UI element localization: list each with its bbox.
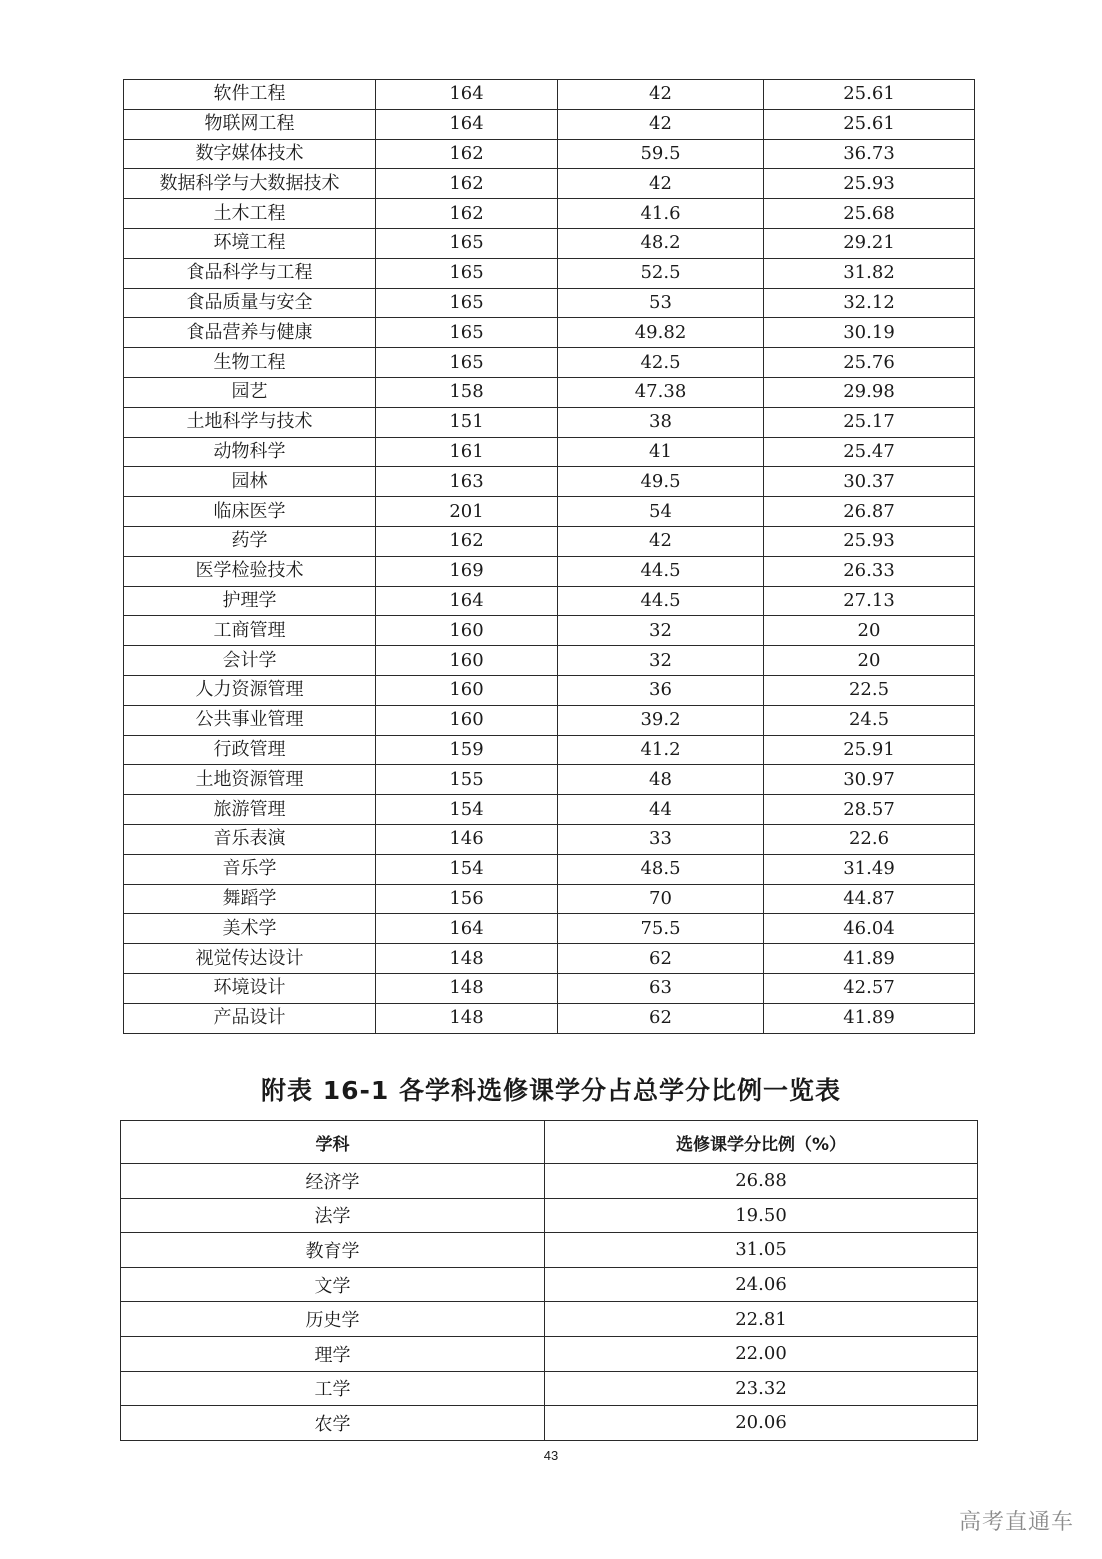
discipline-elective-ratio-table-body [121, 1164, 978, 1441]
table-cell: 162 [376, 139, 558, 169]
table-cell: 数字媒体技术 [124, 139, 376, 169]
table-cell: 法学 [121, 1198, 545, 1233]
table-cell: 48.2 [558, 228, 764, 258]
table-cell: 经济学 [121, 1164, 545, 1199]
table-cell: 155 [376, 765, 558, 795]
table-cell: 30.37 [764, 467, 975, 497]
table-cell: 19.50 [545, 1198, 978, 1233]
table-cell: 26.87 [764, 497, 975, 527]
table-cell: 156 [376, 884, 558, 914]
table-cell: 44.87 [764, 884, 975, 914]
table-cell: 151 [376, 407, 558, 437]
table-cell: 33 [558, 824, 764, 854]
table-row [124, 109, 975, 139]
table-cell: 文学 [121, 1267, 545, 1302]
table-row [124, 675, 975, 705]
table-cell: 教育学 [121, 1233, 545, 1268]
table-cell: 148 [376, 1003, 558, 1033]
table-cell: 土地科学与技术 [124, 407, 376, 437]
table-cell: 工学 [121, 1371, 545, 1406]
table-cell: 土木工程 [124, 199, 376, 229]
table-cell: 25.91 [764, 735, 975, 765]
table-cell: 44 [558, 795, 764, 825]
table-cell: 临床医学 [124, 497, 376, 527]
table-cell: 20 [764, 616, 975, 646]
table-cell: 162 [376, 199, 558, 229]
table-cell: 158 [376, 377, 558, 407]
table-cell: 54 [558, 497, 764, 527]
table-row [124, 526, 975, 556]
table-row [124, 765, 975, 795]
table-cell: 63 [558, 973, 764, 1003]
table-row [124, 1003, 975, 1033]
table-cell: 产品设计 [124, 1003, 376, 1033]
table-cell: 42.57 [764, 973, 975, 1003]
table-cell: 36 [558, 675, 764, 705]
table-cell: 29.98 [764, 377, 975, 407]
table-cell: 39.2 [558, 705, 764, 735]
table-cell: 20.06 [545, 1406, 978, 1441]
table-cell: 48.5 [558, 854, 764, 884]
page-number: 43 [543, 1448, 559, 1463]
table-cell: 164 [376, 586, 558, 616]
table-row [124, 973, 975, 1003]
table-row [124, 556, 975, 586]
table-cell: 22.81 [545, 1302, 978, 1337]
table-row [124, 288, 975, 318]
table-cell: 22.6 [764, 824, 975, 854]
table-cell: 医学检验技术 [124, 556, 376, 586]
table-row [124, 586, 975, 616]
table-cell: 36.73 [764, 139, 975, 169]
table-row [121, 1164, 978, 1199]
table-cell: 159 [376, 735, 558, 765]
table-cell: 32 [558, 616, 764, 646]
table-cell: 59.5 [558, 139, 764, 169]
table-cell: 音乐表演 [124, 824, 376, 854]
discipline-elective-ratio-table [120, 1120, 978, 1441]
table-row [124, 437, 975, 467]
table-cell: 20 [764, 646, 975, 676]
table-row [124, 199, 975, 229]
table-cell: 164 [376, 109, 558, 139]
table-cell: 30.19 [764, 318, 975, 348]
table-cell: 47.38 [558, 377, 764, 407]
table-row [124, 258, 975, 288]
table-cell: 162 [376, 526, 558, 556]
table-row [121, 1336, 978, 1371]
table-cell: 163 [376, 467, 558, 497]
watermark-text: 高考直通车 [958, 1510, 1074, 1535]
table-row [124, 318, 975, 348]
table-cell: 食品科学与工程 [124, 258, 376, 288]
table-cell: 42 [558, 169, 764, 199]
table-cell: 人力资源管理 [124, 675, 376, 705]
table-cell: 148 [376, 944, 558, 974]
table-cell: 理学 [121, 1336, 545, 1371]
table-cell: 22.00 [545, 1336, 978, 1371]
table-row [124, 616, 975, 646]
table-cell: 154 [376, 854, 558, 884]
table-cell: 药学 [124, 526, 376, 556]
table-cell: 31.82 [764, 258, 975, 288]
table-cell: 49.82 [558, 318, 764, 348]
table-row [124, 169, 975, 199]
table-cell: 44.5 [558, 556, 764, 586]
column-header-elective-ratio: 选修课学分比例（%） [545, 1121, 978, 1164]
table-cell: 165 [376, 288, 558, 318]
table-row [124, 228, 975, 258]
table-cell: 30.97 [764, 765, 975, 795]
table-cell: 会计学 [124, 646, 376, 676]
table-header-row [121, 1121, 978, 1164]
table-cell: 49.5 [558, 467, 764, 497]
table-row [121, 1406, 978, 1441]
section-title: 附表 16-1 各学科选修课学分占总学分比例一览表 [261, 1076, 841, 1105]
table-cell: 41 [558, 437, 764, 467]
table-row [124, 944, 975, 974]
table-cell: 146 [376, 824, 558, 854]
table-row [124, 467, 975, 497]
table-cell: 工商管理 [124, 616, 376, 646]
table-cell: 42 [558, 80, 764, 110]
table-cell: 音乐学 [124, 854, 376, 884]
table-cell: 165 [376, 258, 558, 288]
table-cell: 25.61 [764, 80, 975, 110]
table-row [124, 705, 975, 735]
table-cell: 旅游管理 [124, 795, 376, 825]
table-cell: 数据科学与大数据技术 [124, 169, 376, 199]
major-credits-table [123, 79, 975, 1034]
major-credits-table-body [124, 80, 975, 1034]
table-row [124, 735, 975, 765]
table-cell: 环境设计 [124, 973, 376, 1003]
table-cell: 42.5 [558, 348, 764, 378]
table-row [124, 407, 975, 437]
table-cell: 31.05 [545, 1233, 978, 1268]
table-cell: 148 [376, 973, 558, 1003]
table-cell: 视觉传达设计 [124, 944, 376, 974]
table-cell: 38 [558, 407, 764, 437]
table-cell: 46.04 [764, 914, 975, 944]
table-cell: 154 [376, 795, 558, 825]
table-row [124, 139, 975, 169]
table-cell: 164 [376, 80, 558, 110]
table-row [124, 497, 975, 527]
table-row [121, 1302, 978, 1337]
table-cell: 26.88 [545, 1164, 978, 1199]
table-cell: 23.32 [545, 1371, 978, 1406]
table-cell: 动物科学 [124, 437, 376, 467]
table-cell: 公共事业管理 [124, 705, 376, 735]
table-cell: 164 [376, 914, 558, 944]
table-row [121, 1371, 978, 1406]
table-cell: 25.93 [764, 169, 975, 199]
table-row [121, 1267, 978, 1302]
table-cell: 31.49 [764, 854, 975, 884]
table-cell: 160 [376, 675, 558, 705]
table-cell: 护理学 [124, 586, 376, 616]
table-cell: 历史学 [121, 1302, 545, 1337]
table-cell: 25.17 [764, 407, 975, 437]
table-cell: 41.2 [558, 735, 764, 765]
table-cell: 食品质量与安全 [124, 288, 376, 318]
table-cell: 42 [558, 526, 764, 556]
table-cell: 160 [376, 646, 558, 676]
table-cell: 62 [558, 1003, 764, 1033]
table-cell: 25.76 [764, 348, 975, 378]
table-cell: 25.93 [764, 526, 975, 556]
table-cell: 32.12 [764, 288, 975, 318]
table-cell: 53 [558, 288, 764, 318]
table-cell: 41.6 [558, 199, 764, 229]
table-cell: 165 [376, 318, 558, 348]
table-cell: 48 [558, 765, 764, 795]
table-row [124, 795, 975, 825]
table-cell: 160 [376, 616, 558, 646]
table-cell: 28.57 [764, 795, 975, 825]
table-cell: 27.13 [764, 586, 975, 616]
table-cell: 201 [376, 497, 558, 527]
table-cell: 土地资源管理 [124, 765, 376, 795]
table-cell: 25.68 [764, 199, 975, 229]
table-cell: 26.33 [764, 556, 975, 586]
table-row [124, 646, 975, 676]
table-cell: 42 [558, 109, 764, 139]
table-cell: 62 [558, 944, 764, 974]
table-cell: 行政管理 [124, 735, 376, 765]
table-cell: 食品营养与健康 [124, 318, 376, 348]
table-row [124, 824, 975, 854]
table-cell: 24.06 [545, 1267, 978, 1302]
table-cell: 园林 [124, 467, 376, 497]
table-cell: 41.89 [764, 1003, 975, 1033]
table-cell: 物联网工程 [124, 109, 376, 139]
table-row [121, 1198, 978, 1233]
table-cell: 41.89 [764, 944, 975, 974]
table-cell: 165 [376, 348, 558, 378]
table-cell: 舞蹈学 [124, 884, 376, 914]
table-row [124, 377, 975, 407]
table-cell: 160 [376, 705, 558, 735]
table-row [124, 884, 975, 914]
table-cell: 44.5 [558, 586, 764, 616]
table-cell: 169 [376, 556, 558, 586]
table-cell: 环境工程 [124, 228, 376, 258]
table-cell: 美术学 [124, 914, 376, 944]
table-cell: 70 [558, 884, 764, 914]
table-cell: 农学 [121, 1406, 545, 1441]
table-row [121, 1233, 978, 1268]
table-cell: 24.5 [764, 705, 975, 735]
table-cell: 园艺 [124, 377, 376, 407]
table-cell: 161 [376, 437, 558, 467]
table-row [124, 348, 975, 378]
table-cell: 75.5 [558, 914, 764, 944]
table-cell: 52.5 [558, 258, 764, 288]
table-cell: 25.47 [764, 437, 975, 467]
table-cell: 165 [376, 228, 558, 258]
table-cell: 162 [376, 169, 558, 199]
table-row [124, 914, 975, 944]
table-cell: 29.21 [764, 228, 975, 258]
table-cell: 生物工程 [124, 348, 376, 378]
table-cell: 软件工程 [124, 80, 376, 110]
table-cell: 22.5 [764, 675, 975, 705]
table-row [124, 854, 975, 884]
table-cell: 25.61 [764, 109, 975, 139]
table-cell: 32 [558, 646, 764, 676]
column-header-discipline: 学科 [121, 1121, 545, 1164]
table-row [124, 80, 975, 110]
